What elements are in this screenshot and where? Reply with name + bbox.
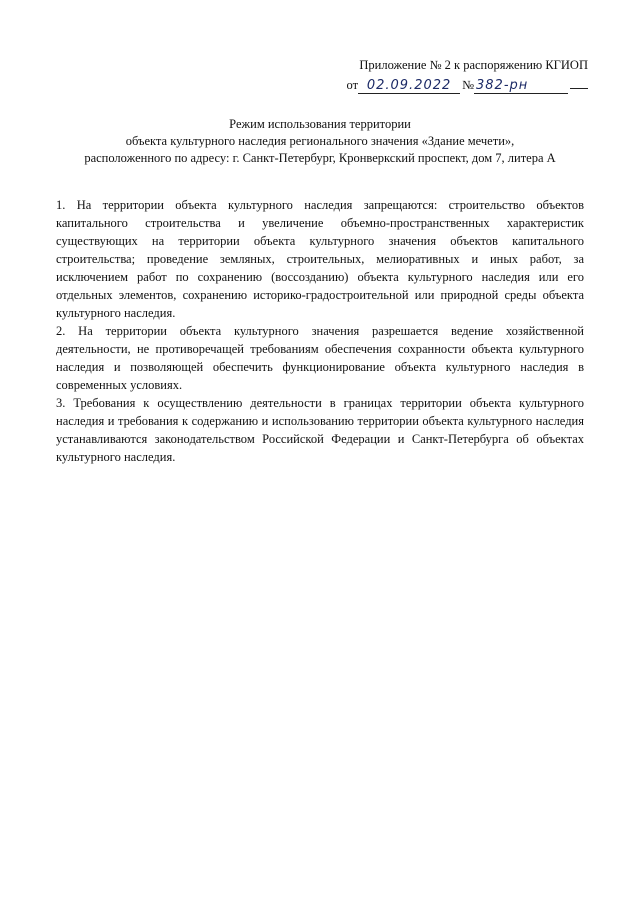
paragraph-1: 1. На территории объекта культурного наследия запрещаются: строительство объектов капитального строительства и увеличение объемно-пространственных характеристик существующих на территории объекта культурного значения объектов капитального строительства; проведение земляных, строительных, мелиоративных и иных работ, за исключением работ по сохранению (воссозданию) объекта культурного наследия или его отдельных элементов, сохранению историко-градостроительной или природной среды объекта культурного наследия. — [56, 198, 584, 320]
title-line-3: расположенного по адресу: г. Санкт-Петербург, Кронверкский проспект, дом 7, литера А — [84, 151, 556, 165]
title-line-2: объекта культурного наследия регионального значения «Здание мечети», — [125, 134, 515, 148]
order-number-handwritten: 382-рн — [474, 78, 568, 94]
order-reference — [347, 75, 589, 95]
document-body — [56, 196, 584, 466]
document-title — [40, 116, 600, 167]
appendix-line: Приложение № 2 к распоряжению КГИОП — [359, 58, 588, 72]
title-line-1: Режим использования территории — [229, 117, 411, 131]
appendix-header — [347, 55, 589, 95]
order-prefix: от — [346, 78, 359, 92]
paragraph-2: 2. На территории объекта культурного значения разрешается ведение хозяйственной деятельности, не противоречащей требованиям обеспечения сохранности объекта культурного наследия и позволяющей обеспечить функционирование объекта культурного наследия в современных условиях. — [56, 324, 584, 392]
blank-underline — [570, 76, 588, 89]
order-date-handwritten: 02.09.2022 — [358, 78, 460, 94]
paragraph-3: 3. Требования к осуществлению деятельности в границах территории объекта культурного наследия и требования к содержанию и использованию территории объекта культурного наследия устанавливаются законодательством Российской Федерации и Санкт-Петербурга об объектах культурного наследия. — [56, 396, 584, 464]
number-sign: № — [462, 78, 474, 92]
